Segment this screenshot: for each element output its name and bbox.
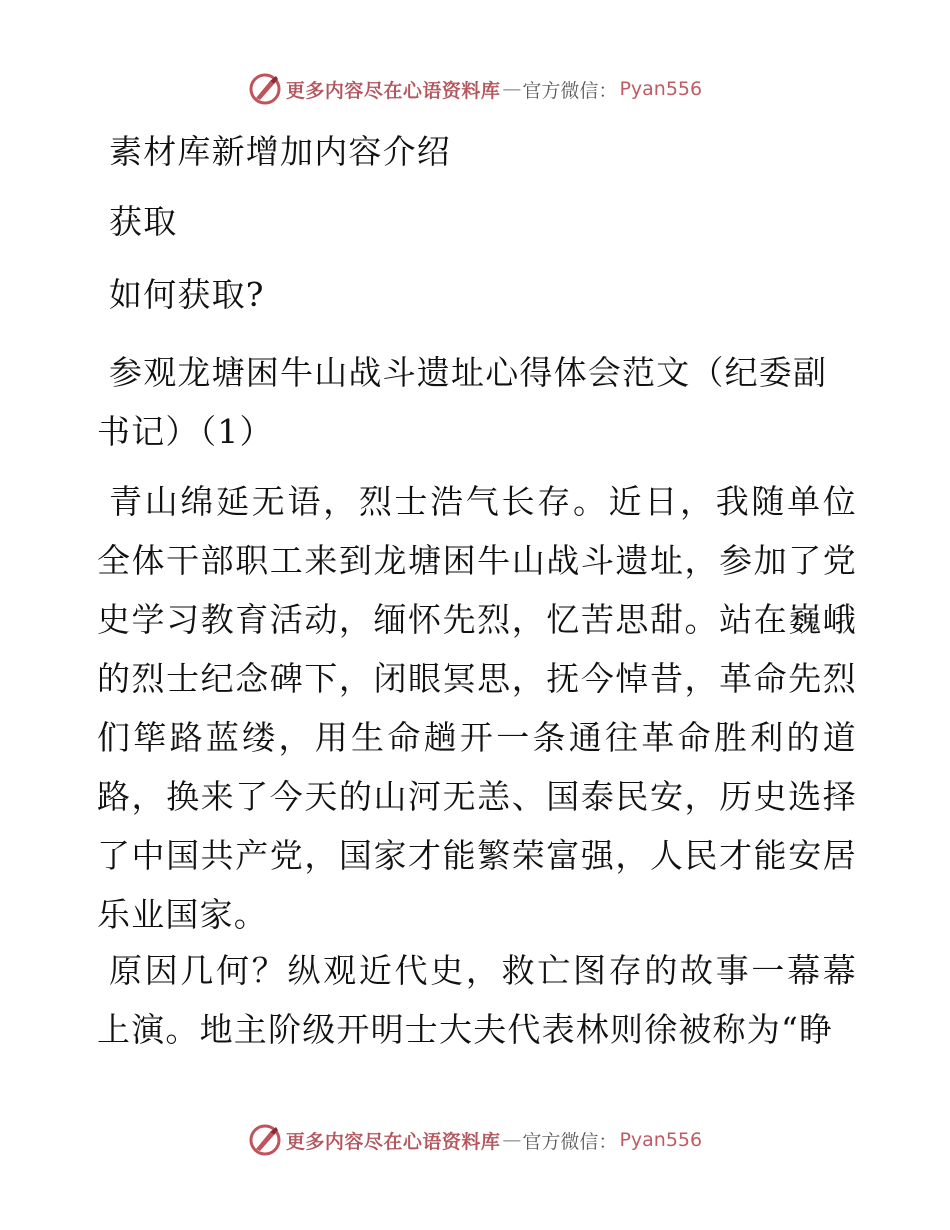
- banner-separator: —: [502, 1129, 521, 1151]
- subheading-obtain: 获取: [109, 202, 178, 241]
- wechat-label: 官方微信：: [522, 79, 618, 102]
- banner-text: 更多内容尽在心语资料库: [285, 1130, 501, 1153]
- banner-text: 更多内容尽在心语资料库: [285, 79, 501, 102]
- body-paragraph: 青山绵延无语，烈士浩气长存。近日，我随单位全体干部职工来到龙塘困牛山战斗遗址，参加了党史学习教育活动，缅怀先烈，忆苦思甜。站在巍峨的烈士纪念碑下，闭眼冥思，抚今悼昔，革命先烈们筚路蓝缕，用生命趟开一条通往革命胜利的道路，换来了今天的山河无恙、国泰民安，历史选择了中国共产党，国家才能繁荣富强，人民才能安居乐业国家。: [97, 482, 857, 934]
- footer-watermark: [0, 1123, 950, 1157]
- body-paragraph: 原因几何？纵观近代史，救亡图存的故事一幕幕上演。地主阶级开明士大夫代表林则徐被称为“睁: [97, 951, 857, 1049]
- quill-logo-icon: [248, 1123, 282, 1157]
- subheading-how-to-obtain: 如何获取?: [109, 275, 265, 314]
- wechat-label: 官方微信：: [522, 1130, 618, 1153]
- wechat-id: Pyan556: [619, 78, 703, 100]
- wechat-id: Pyan556: [619, 1129, 703, 1151]
- quill-logo-icon: [248, 72, 282, 106]
- banner-separator: —: [502, 78, 521, 100]
- section-title: 素材库新增加内容介绍: [109, 132, 451, 171]
- article-title: 参观龙塘困牛山战斗遗址心得体会范文（纪委副书记）（1）: [97, 353, 828, 451]
- header-watermark: [0, 72, 950, 106]
